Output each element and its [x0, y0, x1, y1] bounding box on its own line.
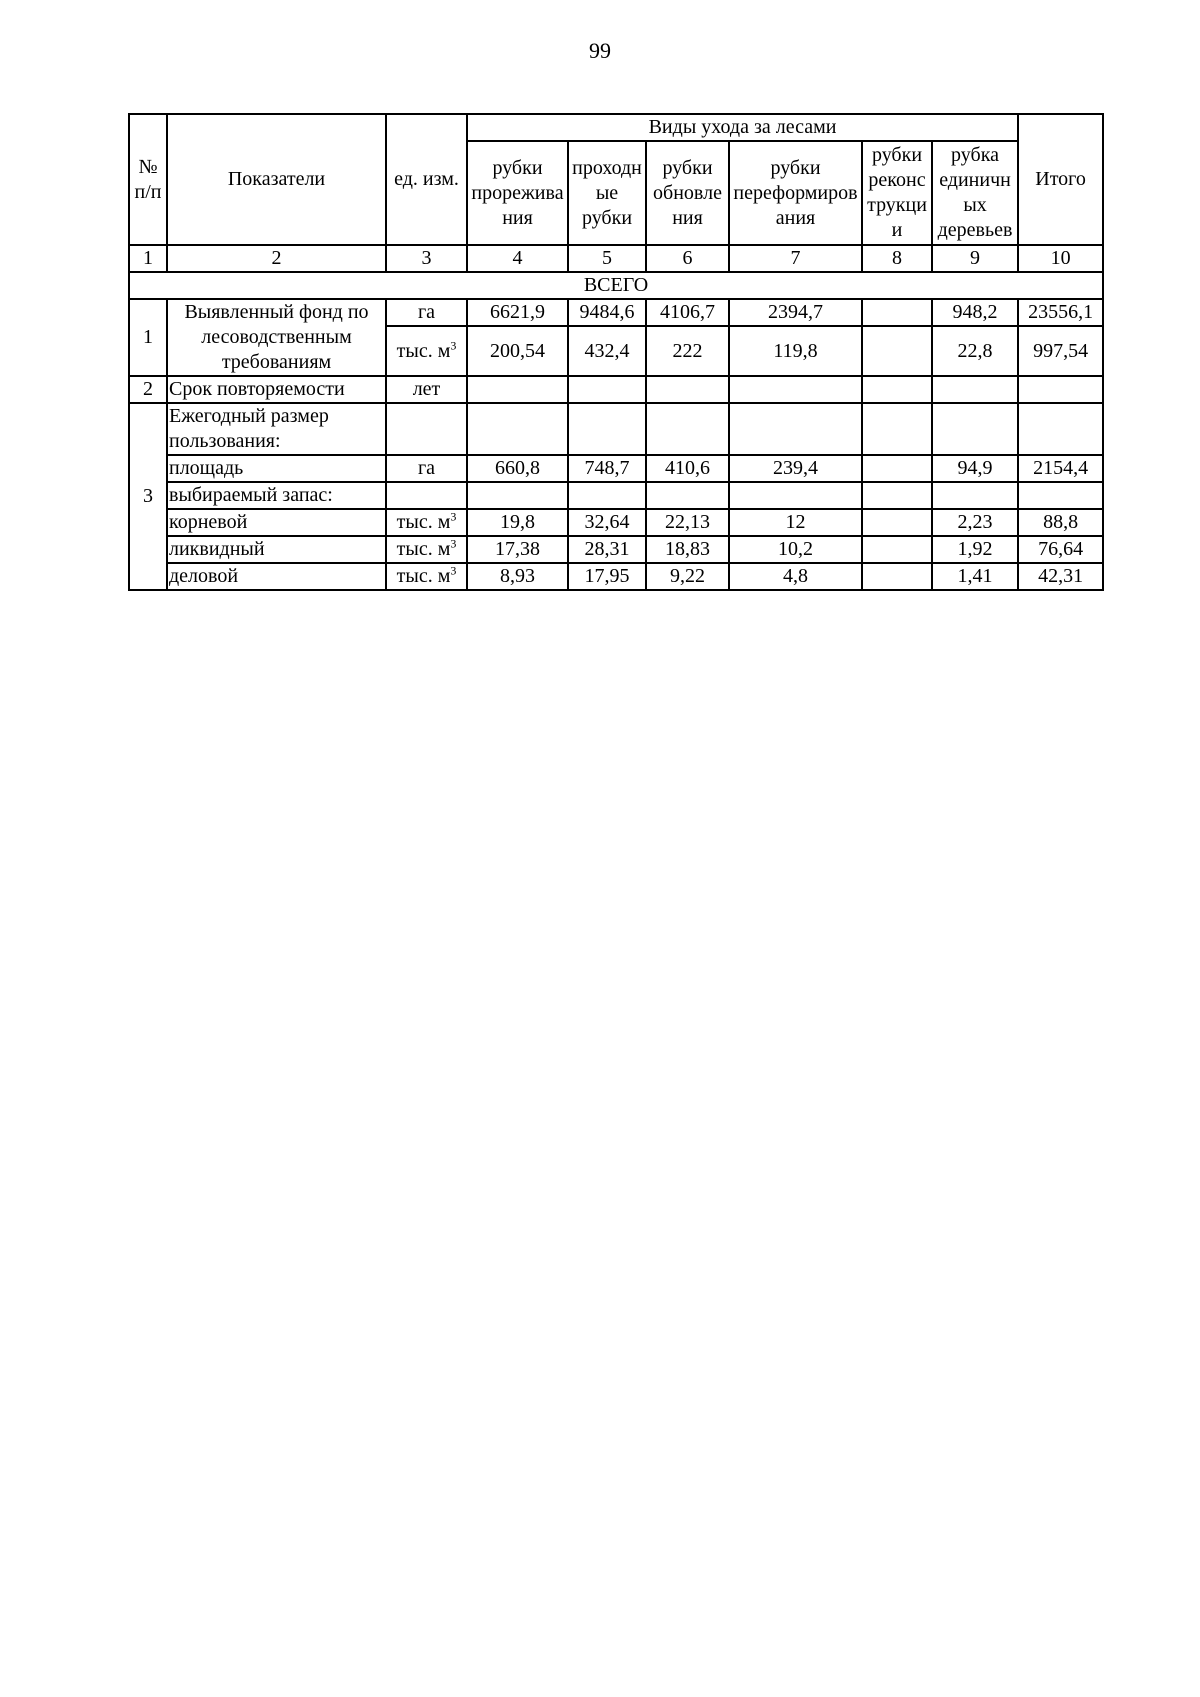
value-cell: [932, 403, 1018, 455]
value-cell: [729, 482, 862, 509]
col-number: 2: [167, 245, 386, 272]
value-cell: 94,9: [932, 455, 1018, 482]
header-row-1: [129, 114, 1103, 141]
col-number: 10: [1018, 245, 1103, 272]
row-label-root: корневой: [167, 509, 386, 536]
header-col-passage: проходные рубки: [568, 141, 646, 245]
unit-cell: [386, 482, 467, 509]
value-cell: [568, 403, 646, 455]
value-cell: 1,41: [932, 563, 1018, 590]
value-cell: [862, 376, 932, 403]
value-cell: 18,83: [646, 536, 729, 563]
value-cell: [568, 482, 646, 509]
page-number: 99: [589, 38, 611, 63]
col-number: 4: [467, 245, 568, 272]
value-cell: [729, 403, 862, 455]
value-cell: [862, 455, 932, 482]
unit-cell: га: [386, 455, 467, 482]
value-cell: 200,54: [467, 326, 568, 376]
value-cell: 1,92: [932, 536, 1018, 563]
col-number: 3: [386, 245, 467, 272]
col-number: 5: [568, 245, 646, 272]
value-cell: 222: [646, 326, 729, 376]
value-cell: [932, 376, 1018, 403]
value-cell: 239,4: [729, 455, 862, 482]
section-row: [129, 272, 1103, 299]
value-cell: [862, 509, 932, 536]
section-title: ВСЕГО: [129, 272, 1103, 299]
value-cell: 8,93: [467, 563, 568, 590]
value-cell: [467, 403, 568, 455]
table-row: [129, 299, 1103, 326]
value-cell: [862, 563, 932, 590]
value-cell: 76,64: [1018, 536, 1103, 563]
unit-sup: 3: [450, 509, 457, 524]
table-row: [129, 563, 1103, 590]
table-row: [129, 482, 1103, 509]
row-label-liquid: ликвидный: [167, 536, 386, 563]
value-cell: 22,13: [646, 509, 729, 536]
value-cell: 4,8: [729, 563, 862, 590]
value-cell: 2,23: [932, 509, 1018, 536]
value-cell: [1018, 482, 1103, 509]
col-number: 7: [729, 245, 862, 272]
header-col-thinning: рубки прореживания: [467, 141, 568, 245]
unit-sup: 3: [450, 563, 457, 578]
header-col-reconstruction: рубки реконструкции: [862, 141, 932, 245]
value-cell: [862, 299, 932, 326]
value-cell: [467, 482, 568, 509]
value-cell: 32,64: [568, 509, 646, 536]
row-number: 3: [129, 403, 167, 590]
value-cell: 6621,9: [467, 299, 568, 326]
value-cell: 9,22: [646, 563, 729, 590]
row-label-area: площадь: [167, 455, 386, 482]
col-number: 6: [646, 245, 729, 272]
unit-sup: 3: [450, 338, 457, 353]
row-number: 1: [129, 299, 167, 376]
value-cell: [467, 376, 568, 403]
row-number: 2: [129, 376, 167, 403]
unit-cell: [386, 326, 467, 376]
value-cell: 17,38: [467, 536, 568, 563]
row-label-stock: выбираемый запас:: [167, 482, 386, 509]
unit-text: тыс. м: [396, 538, 451, 560]
row-label-recurrence: Срок повторяемости: [167, 376, 386, 403]
value-cell: 9484,6: [568, 299, 646, 326]
value-cell: [862, 536, 932, 563]
table-row: [129, 403, 1103, 455]
header-col-single-trees: рубка единичных деревьев: [932, 141, 1018, 245]
value-cell: 88,8: [1018, 509, 1103, 536]
value-cell: 748,7: [568, 455, 646, 482]
header-unit: ед. изм.: [386, 114, 467, 245]
unit-cell: [386, 509, 467, 536]
value-cell: [729, 376, 862, 403]
value-cell: [862, 482, 932, 509]
unit-cell: [386, 536, 467, 563]
table-row: [129, 536, 1103, 563]
value-cell: 660,8: [467, 455, 568, 482]
table-row: [129, 455, 1103, 482]
value-cell: 2394,7: [729, 299, 862, 326]
value-cell: [862, 326, 932, 376]
value-cell: 948,2: [932, 299, 1018, 326]
value-cell: 22,8: [932, 326, 1018, 376]
value-cell: [646, 376, 729, 403]
value-cell: [1018, 376, 1103, 403]
value-cell: [1018, 403, 1103, 455]
value-cell: 119,8: [729, 326, 862, 376]
header-total: Итого: [1018, 114, 1103, 245]
header-col-renewal: рубки обновления: [646, 141, 729, 245]
col-number: 8: [862, 245, 932, 272]
value-cell: 410,6: [646, 455, 729, 482]
row-label-annual-use: Ежегодный размер пользования:: [167, 403, 386, 455]
value-cell: [932, 482, 1018, 509]
column-numbers-row: [129, 245, 1103, 272]
table-row: [129, 376, 1103, 403]
value-cell: [646, 482, 729, 509]
forest-care-table: [128, 113, 1104, 591]
value-cell: 42,31: [1018, 563, 1103, 590]
value-cell: 2154,4: [1018, 455, 1103, 482]
header-num: № п/п: [129, 114, 167, 245]
row-label-business: деловой: [167, 563, 386, 590]
value-cell: 10,2: [729, 536, 862, 563]
row-label-fund: Выявленный фонд по лесоводственным требованиям: [167, 299, 386, 376]
value-cell: 23556,1: [1018, 299, 1103, 326]
value-cell: 28,31: [568, 536, 646, 563]
col-number: 1: [129, 245, 167, 272]
unit-text: тыс. м: [396, 511, 451, 533]
header-care-types: Виды ухода за лесами: [467, 114, 1018, 141]
value-cell: 997,54: [1018, 326, 1103, 376]
header-indicators: Показатели: [167, 114, 386, 245]
value-cell: 12: [729, 509, 862, 536]
value-cell: 19,8: [467, 509, 568, 536]
unit-sup: 3: [450, 536, 457, 551]
unit-cell: га: [386, 299, 467, 326]
unit-text: тыс. м: [396, 339, 451, 362]
value-cell: [568, 376, 646, 403]
value-cell: [862, 403, 932, 455]
unit-cell: [386, 403, 467, 455]
unit-text: тыс. м: [396, 565, 451, 587]
value-cell: 17,95: [568, 563, 646, 590]
header-col-reformation: рубки переформирования: [729, 141, 862, 245]
unit-cell: лет: [386, 376, 467, 403]
unit-cell: [386, 563, 467, 590]
col-number: 9: [932, 245, 1018, 272]
value-cell: 432,4: [568, 326, 646, 376]
value-cell: 4106,7: [646, 299, 729, 326]
value-cell: [646, 403, 729, 455]
table-row: [129, 509, 1103, 536]
